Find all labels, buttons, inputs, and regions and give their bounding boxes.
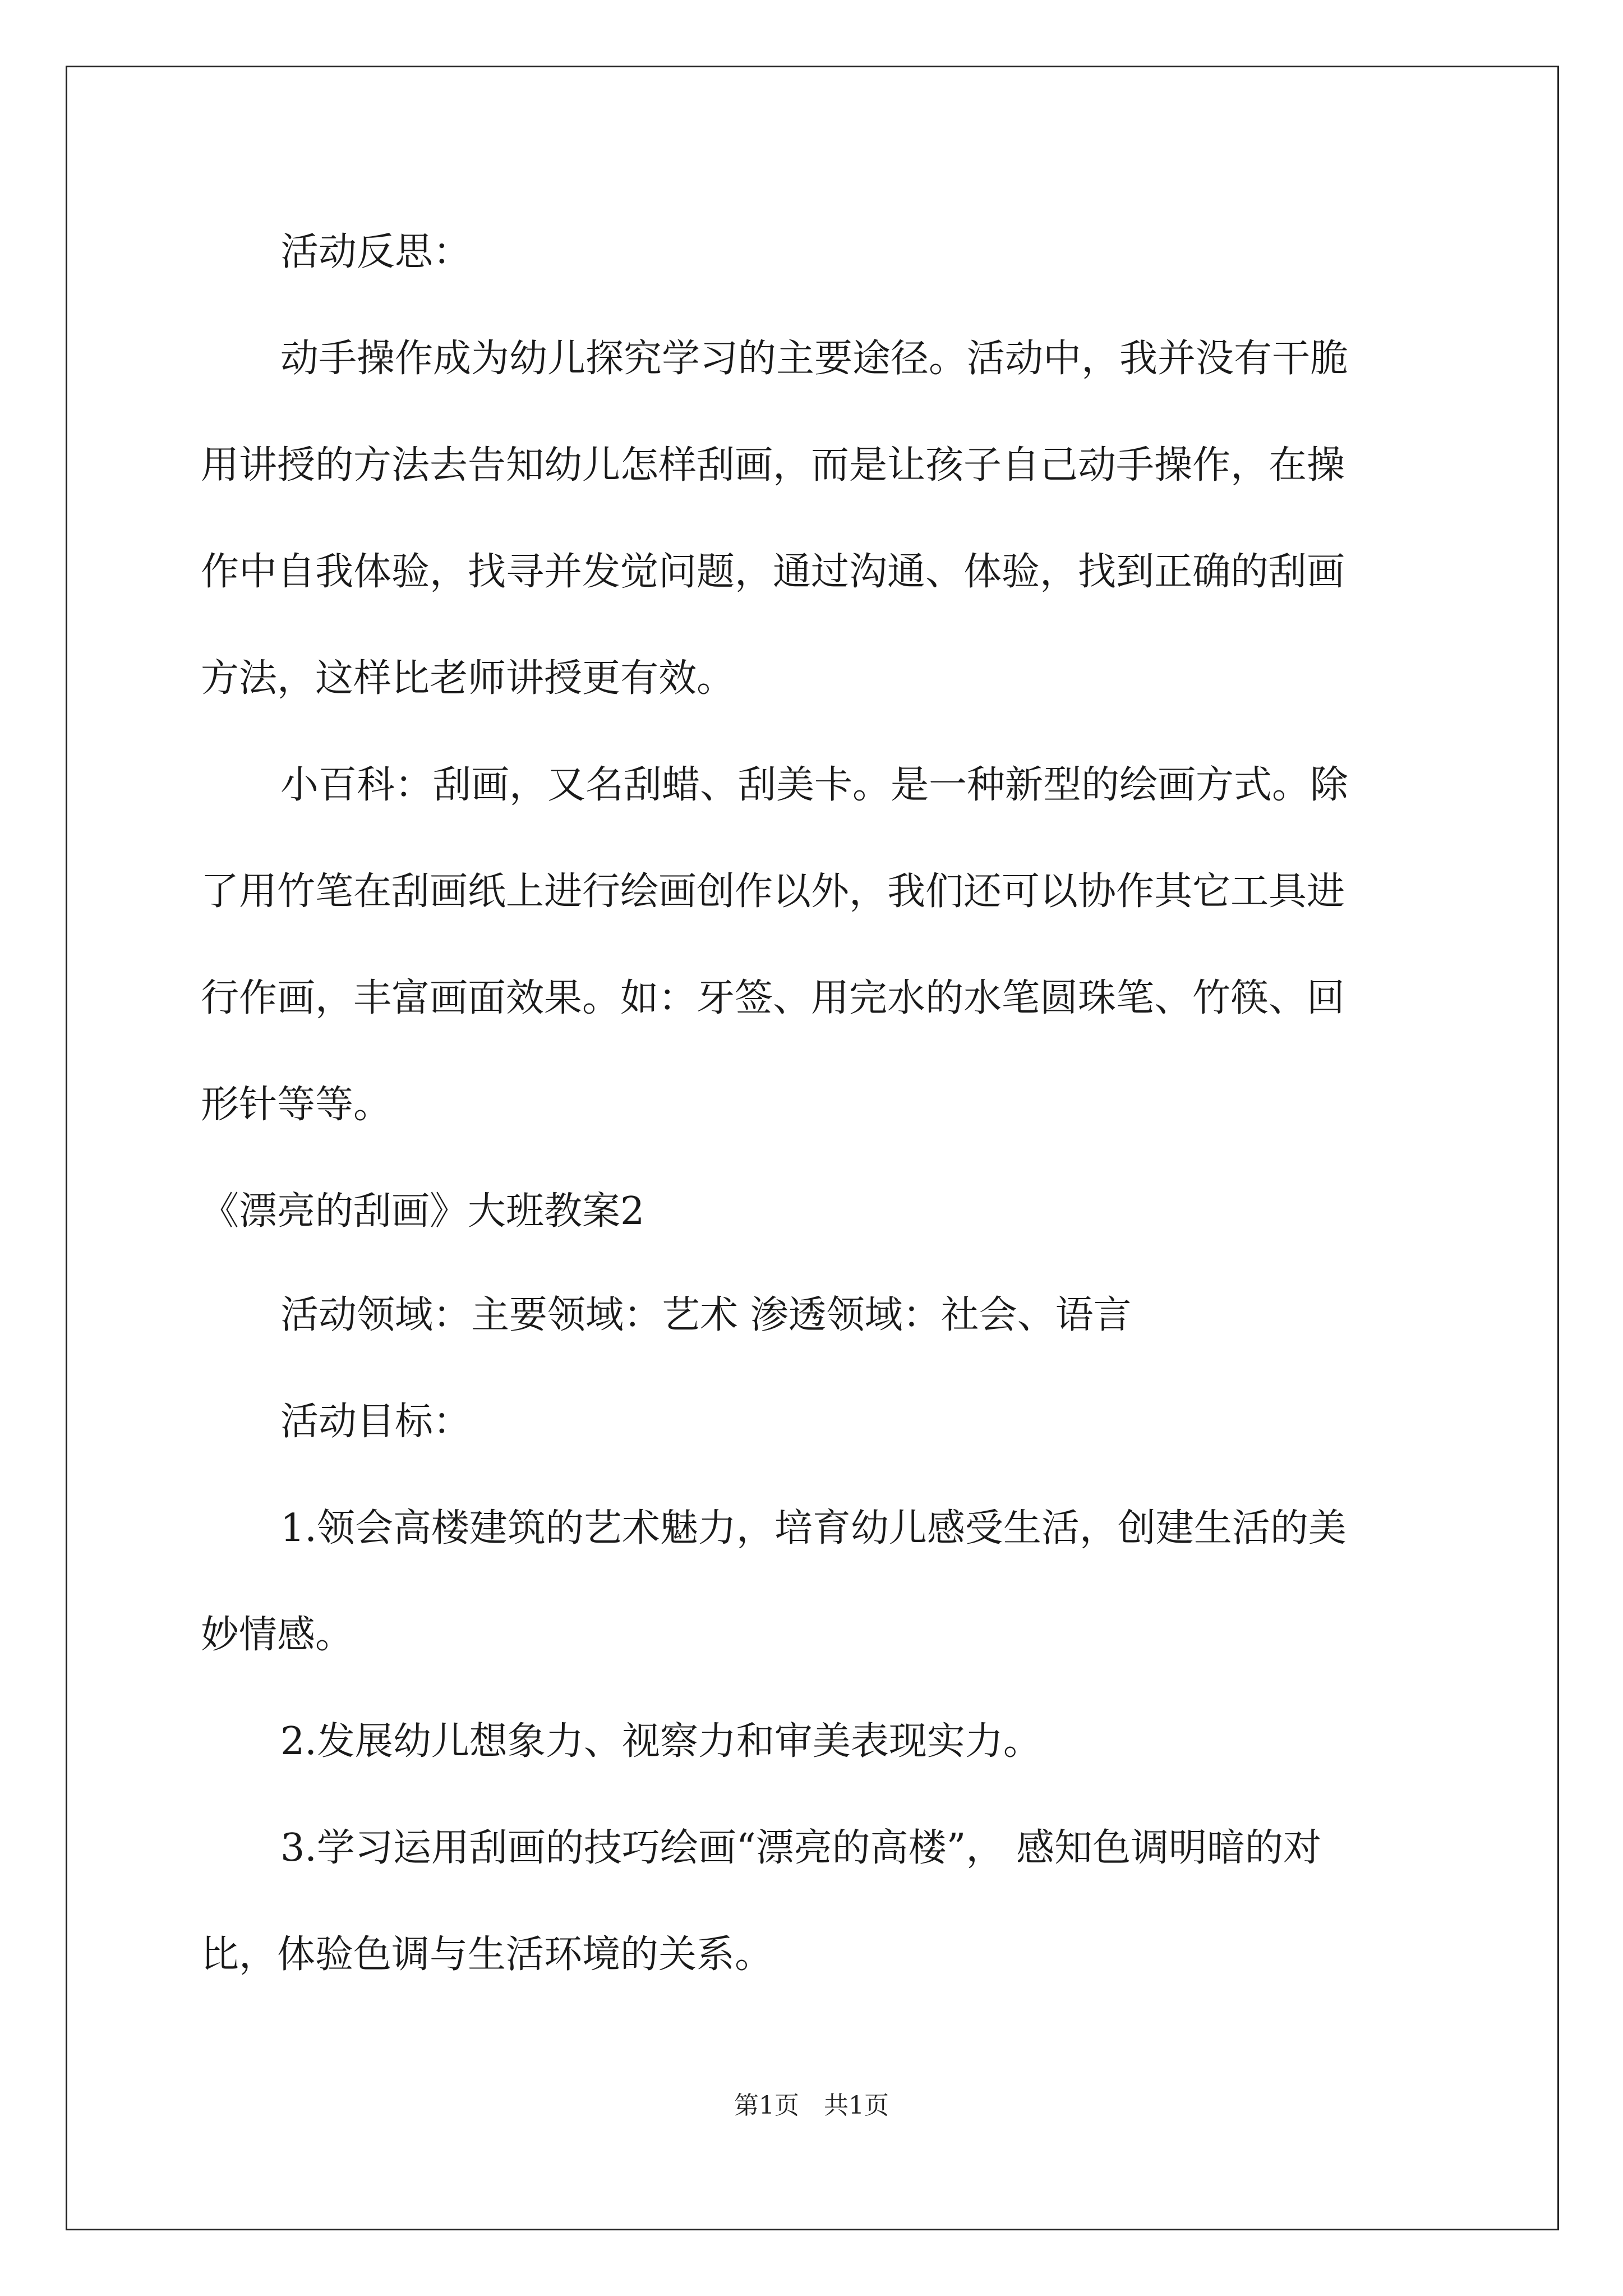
encyclopedia-line-3: 行作画，丰富画面效果。如：牙签、用完水的水笔圆珠笔、竹筷、回	[201, 976, 1345, 1020]
goals-heading: 活动目标：	[280, 1400, 472, 1444]
goal-1-line-2: 妙情感。	[201, 1613, 354, 1657]
reflection-line-3: 作中自我体验，找寻并发觉问题，通过沟通、体验，找到正确的刮画	[201, 550, 1345, 594]
encyclopedia-line-1: 小百科：刮画，又名刮蜡、刮美卡。是一种新型的绘画方式。除	[280, 763, 1349, 807]
page-footer: 第1页 共1页	[734, 2091, 889, 2120]
lesson-title: 《漂亮的刮画》大班教案2	[201, 1189, 645, 1234]
reflection-line-4: 方法，这样比老师讲授更有效。	[201, 656, 735, 701]
goal-2: 2.发展幼儿想象力、视察力和审美表现实力。	[280, 1719, 1041, 1764]
reflection-heading: 活动反思：	[280, 230, 472, 274]
page-border	[66, 66, 1559, 2230]
activity-domain: 活动领域：主要领域：艺术 渗透领域：社会、语言	[280, 1293, 1132, 1337]
goal-3-line-2: 比，体验色调与生活环境的关系。	[201, 1932, 773, 1977]
goal-3-line-1: 3.学习运用刮画的技巧绘画“漂亮的高楼”， 感知色调明暗的对	[280, 1826, 1322, 1870]
reflection-line-1: 动手操作成为幼儿探究学习的主要途径。活动中，我并没有干脆	[280, 337, 1349, 381]
goal-1-line-1: 1.领会高楼建筑的艺术魅力，培育幼儿感受生活，创建生活的美	[280, 1506, 1347, 1550]
reflection-line-2: 用讲授的方法去告知幼儿怎样刮画，而是让孩子自己动手操作，在操	[201, 443, 1345, 487]
encyclopedia-line-4: 形针等等。	[201, 1083, 392, 1127]
encyclopedia-line-2: 了用竹笔在刮画纸上进行绘画创作以外，我们还可以协作其它工具进	[201, 869, 1345, 914]
